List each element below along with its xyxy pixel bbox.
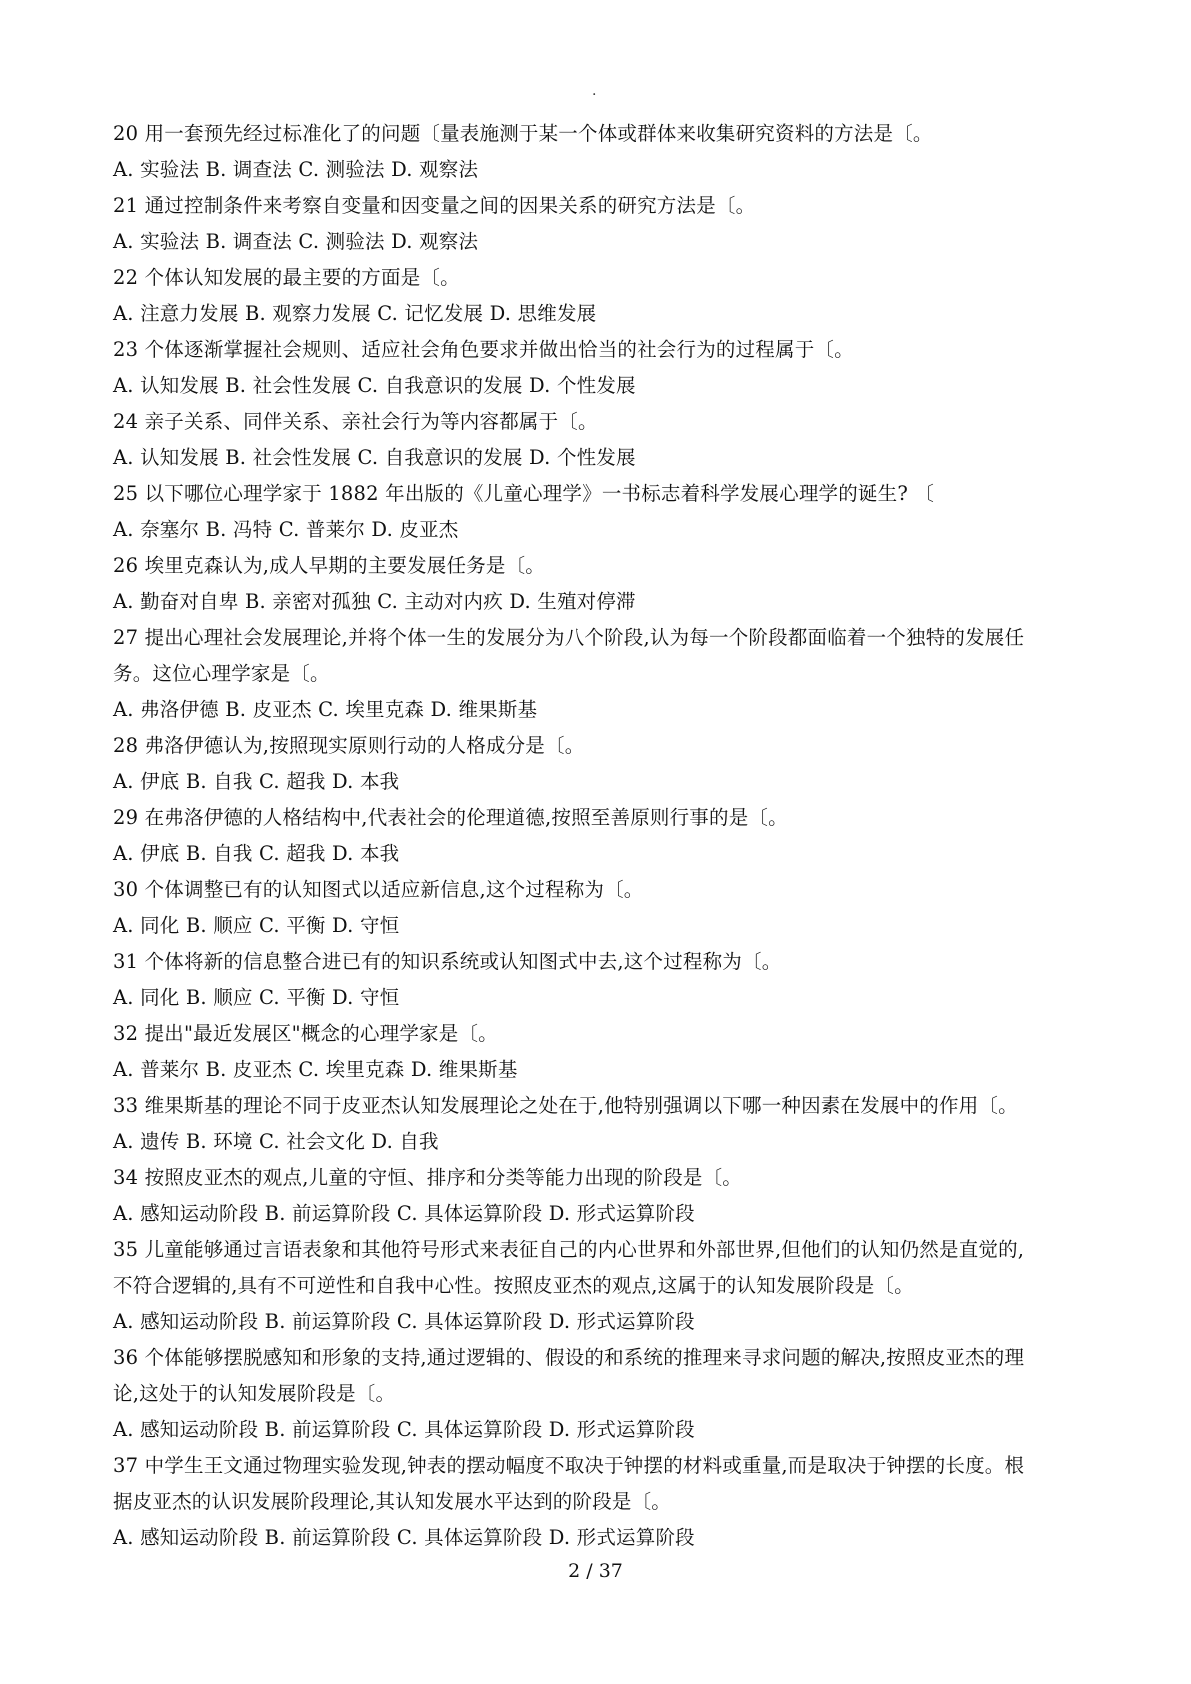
text-line: 36 个体能够摆脱感知和形象的支持,通过逻辑的、假设的和系统的推理来寻求问题的解决,按照皮亚杰的理	[113, 1346, 1025, 1369]
text-line: A. 感知运动阶段 B. 前运算阶段 C. 具体运算阶段 D. 形式运算阶段	[113, 1418, 695, 1441]
text-line: A. 实验法 B. 调查法 C. 测验法 D. 观察法	[113, 158, 479, 181]
text-line: A. 同化 B. 顺应 C. 平衡 D. 守恒	[113, 986, 400, 1009]
text-line: 20 用一套预先经过标准化了的问题〔量表施测于某一个体或群体来收集研究资料的方法是〔。	[113, 122, 933, 145]
text-line: A. 勤奋对自卑 B. 亲密对孤独 C. 主动对内疚 D. 生殖对停滞	[113, 590, 636, 613]
text-line: A. 奈塞尔 B. 冯特 C. 普莱尔 D. 皮亚杰	[113, 518, 459, 541]
text-line: 24 亲子关系、同伴关系、亲社会行为等内容都属于〔。	[113, 410, 598, 433]
text-line: 30 个体调整已有的认知图式以适应新信息,这个过程称为〔。	[113, 878, 644, 901]
text-line: 29 在弗洛伊德的人格结构中,代表社会的伦理道德,按照至善原则行事的是〔。	[113, 806, 788, 829]
text-line: A. 伊底 B. 自我 C. 超我 D. 本我	[113, 842, 400, 865]
text-line: 据皮亚杰的认识发展阶段理论,其认知发展水平达到的阶段是〔。	[113, 1490, 671, 1513]
text-line: 33 维果斯基的理论不同于皮亚杰认知发展理论之处在于,他特别强调以下哪一种因素在发展中的作用〔。	[113, 1094, 1018, 1117]
header-mark: .	[592, 83, 597, 99]
text-line: 32 提出"最近发展区"概念的心理学家是〔。	[113, 1022, 498, 1045]
text-line: A. 感知运动阶段 B. 前运算阶段 C. 具体运算阶段 D. 形式运算阶段	[113, 1202, 695, 1225]
text-line: 26 埃里克森认为,成人早期的主要发展任务是〔。	[113, 554, 546, 577]
text-line: 34 按照皮亚杰的观点,儿童的守恒、排序和分类等能力出现的阶段是〔。	[113, 1166, 743, 1189]
text-line: A. 认知发展 B. 社会性发展 C. 自我意识的发展 D. 个性发展	[113, 446, 636, 469]
page-number: 2 / 37	[568, 1560, 623, 1582]
text-line: 不符合逻辑的,具有不可逆性和自我中心性。按照皮亚杰的观点,这属于的认知发展阶段是〔。	[113, 1274, 914, 1297]
text-line: 28 弗洛伊德认为,按照现实原则行动的人格成分是〔。	[113, 734, 585, 757]
text-line: 23 个体逐渐掌握社会规则、适应社会角色要求并做出恰当的社会行为的过程属于〔。	[113, 338, 854, 361]
text-line: 25 以下哪位心理学家于 1882 年出版的《儿童心理学》一书标志着科学发展心理学的诞生? 〔	[113, 482, 935, 505]
text-line: 务。这位心理学家是〔。	[113, 662, 330, 685]
text-line: A. 实验法 B. 调查法 C. 测验法 D. 观察法	[113, 230, 479, 253]
text-line: A. 注意力发展 B. 观察力发展 C. 记忆发展 D. 思维发展	[113, 302, 597, 325]
text-line: A. 普莱尔 B. 皮亚杰 C. 埃里克森 D. 维果斯基	[113, 1058, 518, 1081]
text-line: A. 弗洛伊德 B. 皮亚杰 C. 埃里克森 D. 维果斯基	[113, 698, 538, 721]
text-line: 22 个体认知发展的最主要的方面是〔。	[113, 266, 460, 289]
text-line: A. 伊底 B. 自我 C. 超我 D. 本我	[113, 770, 400, 793]
text-line: 21 通过控制条件来考察自变量和因变量之间的因果关系的研究方法是〔。	[113, 194, 756, 217]
text-line: A. 认知发展 B. 社会性发展 C. 自我意识的发展 D. 个性发展	[113, 374, 636, 397]
text-line: 27 提出心理社会发展理论,并将个体一生的发展分为八个阶段,认为每一个阶段都面临着一个独特的发展任	[113, 626, 1025, 649]
text-line: 37 中学生王文通过物理实验发现,钟表的摆动幅度不取决于钟摆的材料或重量,而是取决于钟摆的长度。根	[113, 1454, 1025, 1477]
text-line: 35 儿童能够通过言语表象和其他符号形式来表征自己的内心世界和外部世界,但他们的认知仍然是直觉的,	[113, 1238, 1025, 1261]
text-line: A. 同化 B. 顺应 C. 平衡 D. 守恒	[113, 914, 400, 937]
text-line: A. 感知运动阶段 B. 前运算阶段 C. 具体运算阶段 D. 形式运算阶段	[113, 1526, 695, 1549]
document-body	[113, 116, 1083, 1556]
text-line: A. 感知运动阶段 B. 前运算阶段 C. 具体运算阶段 D. 形式运算阶段	[113, 1310, 695, 1333]
text-line: A. 遗传 B. 环境 C. 社会文化 D. 自我	[113, 1130, 439, 1153]
text-line: 论,这处于的认知发展阶段是〔。	[113, 1382, 396, 1405]
text-line: 31 个体将新的信息整合进已有的知识系统或认知图式中去,这个过程称为〔。	[113, 950, 782, 973]
